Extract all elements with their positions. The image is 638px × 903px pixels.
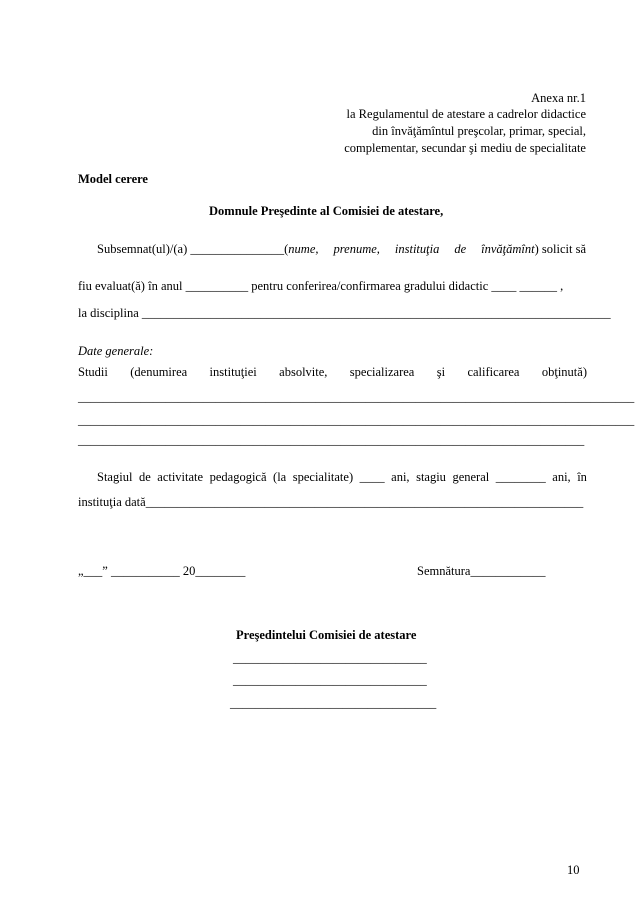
seniority-word: stagiu xyxy=(416,470,446,484)
annex-scope-line1: din învăţămîntul preşcolar, primar, special, xyxy=(372,124,586,138)
seniority-word: pedagogică xyxy=(209,470,267,484)
studies-word: (denumirea xyxy=(130,365,188,379)
applicant-line xyxy=(97,241,586,257)
seniority-word: (la xyxy=(273,470,287,484)
date-field: „___” ___________ 20________ xyxy=(78,564,246,578)
studies-word: absolvite, xyxy=(279,365,328,379)
studies-word: specializarea xyxy=(349,365,415,379)
studies-blank-line-3: _________________________________________________________________________________ xyxy=(78,433,585,447)
seniority-word: ____ xyxy=(359,470,385,484)
addressee-heading: Domnule Preşedinte al Comisiei de atestare, xyxy=(209,204,444,218)
studies-line xyxy=(78,364,587,380)
seniority-word: în xyxy=(577,470,587,484)
seniority-word: de xyxy=(138,470,151,484)
seniority-word: ani, xyxy=(391,470,410,484)
recipient-title: Preşedintelui Comisiei de atestare xyxy=(236,628,417,642)
applicant-line-start: Subsemnat(ul)/(a) _______________( xyxy=(97,242,289,256)
model-label: Model cerere xyxy=(78,172,148,186)
signature-field: Semnătura____________ xyxy=(417,564,546,578)
seniority-word: activitate xyxy=(157,470,204,484)
annex-scope-line2: complementar, secundar şi mediu de specialitate xyxy=(344,141,586,155)
studies-blank-line-2: _________________________________________________________________________________________ xyxy=(78,413,635,427)
seniority-word: specialitate) xyxy=(292,470,354,484)
general-data-label: Date generale: xyxy=(78,344,154,358)
studies-word: instituţiei xyxy=(209,365,257,379)
institution-line: instituţia dată______________________________________________________________________ xyxy=(78,495,584,509)
studies-word: şi xyxy=(436,365,446,379)
seniority-word: general xyxy=(452,470,490,484)
seniority-word: ani, xyxy=(552,470,571,484)
recipient-blank-line-3: _________________________________ xyxy=(230,696,437,710)
page-number: 10 xyxy=(567,863,580,877)
studies-blank-line-1: _________________________________________________________________________________________ xyxy=(78,390,635,404)
applicant-line-italic: nume, prenume, instituţia de învăţămînt xyxy=(288,242,535,256)
seniority-word: Stagiul xyxy=(97,470,133,484)
recipient-blank-line-1: _______________________________ xyxy=(233,651,427,665)
annex-regulation: la Regulamentul de atestare a cadrelor didactice xyxy=(346,107,586,121)
annex-number: Anexa nr.1 xyxy=(531,91,586,105)
studies-word: calificarea xyxy=(467,365,520,379)
discipline-line: la disciplina ___________________________________________________________________________ xyxy=(78,306,611,320)
studies-word: Studii xyxy=(78,365,108,379)
evaluation-year-line: fiu evaluat(ă) în anul __________ pentru conferirea/confirmarea gradului didactic ____ ______ , xyxy=(78,279,564,293)
recipient-blank-line-2: _______________________________ xyxy=(233,673,427,687)
seniority-line xyxy=(97,469,587,485)
seniority-word: ________ xyxy=(495,470,546,484)
applicant-line-end: ) solicit să xyxy=(534,242,586,256)
studies-word: obţinută) xyxy=(541,365,587,379)
